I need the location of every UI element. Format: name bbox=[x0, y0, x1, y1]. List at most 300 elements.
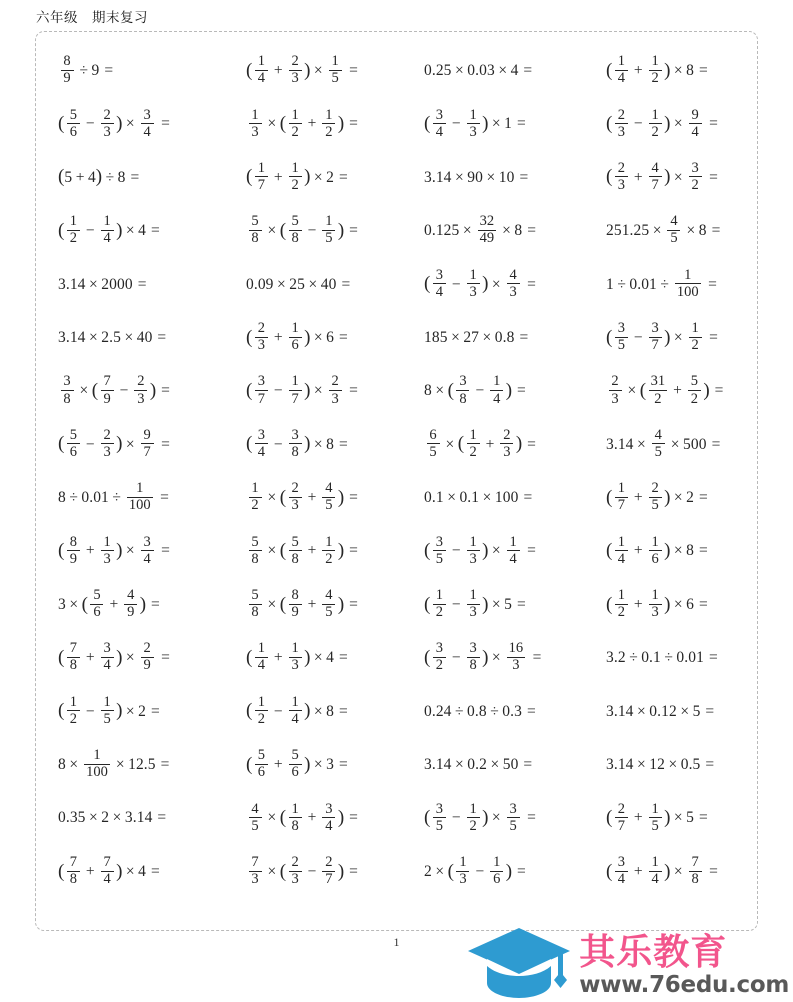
fraction-denominator: 4 bbox=[651, 871, 659, 888]
math-expression bbox=[606, 855, 718, 887]
parenthesis: ) bbox=[505, 860, 513, 882]
problem-r5c3[interactable] bbox=[424, 258, 606, 311]
parenthesis: ) bbox=[304, 646, 311, 668]
fraction-numerator: 9 bbox=[143, 426, 151, 443]
number: 0.5 bbox=[680, 756, 701, 774]
problem-r9c1[interactable] bbox=[58, 471, 246, 524]
problem-r3c1[interactable] bbox=[58, 151, 246, 204]
math-expression bbox=[606, 535, 708, 567]
fraction bbox=[249, 802, 262, 834]
fraction-numerator: 3 bbox=[469, 640, 477, 657]
math-expression bbox=[606, 428, 720, 460]
fraction bbox=[322, 588, 335, 620]
fraction-numerator: 1 bbox=[257, 53, 265, 70]
fraction-numerator: 1 bbox=[103, 533, 111, 550]
problem-r8c3[interactable] bbox=[424, 418, 606, 471]
number: 3.14 bbox=[606, 435, 634, 453]
number: 3 bbox=[326, 756, 335, 774]
equals-sign: = bbox=[161, 542, 170, 560]
math-expression bbox=[606, 161, 718, 193]
problem-r5c1[interactable] bbox=[58, 258, 246, 311]
fraction-denominator: 3 bbox=[251, 123, 259, 140]
problem-r6c2[interactable] bbox=[246, 311, 424, 364]
fraction-denominator: 8 bbox=[691, 871, 699, 888]
fraction bbox=[322, 214, 335, 246]
problem-r10c1[interactable] bbox=[58, 525, 246, 578]
fraction-denominator: 3 bbox=[512, 657, 520, 674]
math-expression bbox=[424, 535, 536, 567]
fraction bbox=[322, 108, 335, 140]
problem-r14c3[interactable] bbox=[424, 738, 606, 791]
fraction-denominator: 4 bbox=[435, 123, 443, 140]
number: 8 bbox=[326, 702, 335, 720]
math-expression bbox=[58, 810, 166, 826]
number: 0.35 bbox=[58, 809, 86, 827]
problem-r14c1[interactable] bbox=[58, 738, 246, 791]
fraction-denominator: 9 bbox=[127, 604, 135, 621]
equals-sign: = bbox=[339, 328, 348, 346]
problem-r9c4[interactable] bbox=[606, 471, 781, 524]
fraction bbox=[289, 855, 302, 887]
problem-r16c3[interactable] bbox=[424, 845, 606, 898]
equals-sign: = bbox=[349, 489, 358, 507]
fraction-numerator: 1 bbox=[651, 533, 659, 550]
problem-r10c2[interactable] bbox=[246, 525, 424, 578]
equals-sign: = bbox=[349, 115, 358, 133]
problem-r16c1[interactable] bbox=[58, 845, 246, 898]
problem-r13c4[interactable] bbox=[606, 685, 781, 738]
fraction-numerator: 3 bbox=[325, 800, 333, 817]
operator: + bbox=[633, 168, 643, 186]
fraction-numerator: 2 bbox=[617, 159, 625, 176]
problem-r4c2[interactable] bbox=[246, 204, 424, 257]
problem-r10c4[interactable] bbox=[606, 525, 781, 578]
page-title: 六年级 期末复习 bbox=[36, 10, 148, 26]
fraction-numerator: 8 bbox=[291, 587, 299, 604]
parenthesis: ( bbox=[58, 433, 65, 455]
fraction bbox=[101, 108, 114, 140]
fraction-denominator: 3 bbox=[469, 283, 477, 300]
fraction bbox=[289, 802, 302, 834]
parenthesis: ( bbox=[447, 380, 454, 402]
fraction bbox=[427, 428, 440, 460]
math-expression bbox=[424, 589, 526, 621]
fraction bbox=[255, 641, 268, 673]
fraction-denominator: 7 bbox=[651, 176, 659, 193]
fraction-denominator: 3 bbox=[291, 871, 299, 888]
problem-grid bbox=[36, 44, 757, 898]
math-expression bbox=[58, 375, 170, 407]
problem-r4c3[interactable] bbox=[424, 204, 606, 257]
fraction-denominator: 5 bbox=[325, 230, 333, 247]
fraction-numerator: 4 bbox=[509, 266, 517, 283]
problem-r4c1[interactable] bbox=[58, 204, 246, 257]
fraction-denominator: 2 bbox=[654, 390, 662, 407]
operator: × bbox=[491, 542, 501, 560]
fraction-denominator: 8 bbox=[251, 550, 259, 567]
problem-r8c2[interactable] bbox=[246, 418, 424, 471]
problem-r13c3[interactable] bbox=[424, 685, 606, 738]
parenthesis: ( bbox=[246, 646, 253, 668]
math-expression bbox=[246, 428, 348, 460]
operator: + bbox=[633, 862, 643, 880]
equals-sign: = bbox=[517, 862, 526, 880]
fraction bbox=[101, 374, 114, 406]
fraction-denominator: 3 bbox=[651, 604, 659, 621]
parenthesis: ( bbox=[58, 540, 65, 562]
equals-sign: = bbox=[151, 595, 160, 613]
fraction-numerator: 2 bbox=[331, 373, 339, 390]
operator: × bbox=[502, 222, 511, 240]
problem-r15c3[interactable] bbox=[424, 791, 606, 844]
problem-r3c4[interactable] bbox=[606, 151, 781, 204]
fraction-numerator: 5 bbox=[257, 747, 265, 764]
number: 8 bbox=[514, 222, 523, 240]
fraction-denominator: 3 bbox=[257, 337, 265, 354]
equals-sign: = bbox=[349, 809, 358, 827]
fraction bbox=[289, 641, 302, 673]
problem-r14c4[interactable] bbox=[606, 738, 781, 791]
operator: − bbox=[451, 809, 461, 827]
fraction-numerator: 3 bbox=[257, 373, 265, 390]
fraction-denominator: 2 bbox=[435, 657, 443, 674]
operator: × bbox=[670, 435, 680, 453]
fraction-numerator: 1 bbox=[435, 587, 443, 604]
fraction bbox=[490, 374, 503, 406]
equals-sign: = bbox=[104, 61, 114, 79]
number: 4 bbox=[138, 222, 147, 240]
fraction bbox=[649, 855, 662, 887]
number: 10 bbox=[498, 168, 515, 186]
problem-r10c3[interactable] bbox=[424, 525, 606, 578]
problem-r12c3[interactable] bbox=[424, 631, 606, 684]
problem-r6c3[interactable] bbox=[424, 311, 606, 364]
operator: × bbox=[267, 809, 277, 827]
fraction-denominator: 8 bbox=[69, 657, 77, 674]
fraction bbox=[67, 108, 80, 140]
parenthesis: ) bbox=[482, 113, 489, 135]
fraction-denominator: 9 bbox=[143, 657, 151, 674]
operator: + bbox=[633, 489, 643, 507]
equals-sign: = bbox=[532, 649, 542, 667]
fraction bbox=[433, 588, 446, 620]
math-expression bbox=[246, 277, 350, 293]
fraction bbox=[255, 161, 268, 193]
number: 8 bbox=[698, 222, 707, 240]
fraction bbox=[249, 535, 262, 567]
fraction-denominator: 2 bbox=[257, 710, 265, 727]
equals-sign: = bbox=[339, 168, 348, 186]
fraction-denominator: 4 bbox=[103, 657, 111, 674]
fraction-denominator: 7 bbox=[257, 390, 265, 407]
operator: × bbox=[267, 542, 277, 560]
fraction-numerator: 1 bbox=[291, 320, 299, 337]
fraction bbox=[141, 535, 154, 567]
operator: × bbox=[112, 809, 122, 827]
problem-r12c1[interactable] bbox=[58, 631, 246, 684]
fraction bbox=[67, 214, 80, 246]
fraction-denominator: 9 bbox=[291, 604, 299, 621]
fraction-numerator: 1 bbox=[136, 480, 144, 497]
fraction-denominator: 2 bbox=[691, 176, 699, 193]
parenthesis: ) bbox=[664, 540, 671, 562]
parenthesis: ) bbox=[337, 486, 345, 508]
math-expression bbox=[424, 757, 532, 773]
fraction-numerator: 3 bbox=[509, 800, 517, 817]
fraction-denominator: 3 bbox=[469, 550, 477, 567]
problem-r2c2[interactable] bbox=[246, 97, 424, 150]
operator: × bbox=[673, 61, 683, 79]
problem-r11c1[interactable] bbox=[58, 578, 246, 631]
parenthesis: ) bbox=[337, 593, 345, 615]
problem-r9c2[interactable] bbox=[246, 471, 424, 524]
fraction-numerator: 5 bbox=[291, 213, 299, 230]
parenthesis: ( bbox=[279, 219, 287, 241]
problem-r12c2[interactable] bbox=[246, 631, 424, 684]
fraction-numerator: 32 bbox=[479, 213, 495, 230]
parenthesis: ) bbox=[664, 860, 671, 882]
operator: + bbox=[85, 542, 95, 560]
equals-sign: = bbox=[709, 115, 718, 133]
operator: × bbox=[455, 756, 464, 774]
operator: × bbox=[486, 168, 496, 186]
operator: × bbox=[267, 115, 277, 133]
fraction bbox=[467, 428, 480, 460]
fraction-numerator: 16 bbox=[508, 640, 524, 657]
operator: + bbox=[273, 61, 283, 79]
operator: × bbox=[490, 756, 500, 774]
problem-r6c1[interactable] bbox=[58, 311, 246, 364]
operator: × bbox=[455, 168, 464, 186]
operator: ÷ bbox=[660, 275, 669, 293]
fraction-denominator: 2 bbox=[469, 817, 477, 834]
fraction-denominator: 5 bbox=[435, 817, 443, 834]
number: 0.1 bbox=[641, 649, 661, 667]
parenthesis: ) bbox=[116, 540, 123, 562]
equals-sign: = bbox=[711, 435, 721, 453]
problem-r2c4[interactable] bbox=[606, 97, 781, 150]
fraction-denominator: 3 bbox=[617, 123, 625, 140]
math-expression bbox=[606, 108, 718, 140]
operator: × bbox=[482, 489, 492, 507]
problem-r2c3[interactable] bbox=[424, 97, 606, 150]
fraction-denominator: 4 bbox=[509, 550, 517, 567]
math-expression bbox=[246, 695, 348, 727]
number: 3 bbox=[58, 595, 66, 613]
fraction-numerator: 1 bbox=[651, 587, 659, 604]
math-expression bbox=[246, 535, 358, 567]
fraction-denominator: 3 bbox=[469, 604, 477, 621]
fraction bbox=[649, 108, 662, 140]
fraction-numerator: 1 bbox=[469, 426, 477, 443]
problem-r1c2[interactable] bbox=[246, 44, 424, 97]
number: 5 bbox=[692, 702, 701, 720]
fraction-denominator: 7 bbox=[325, 871, 333, 888]
operator: × bbox=[686, 222, 696, 240]
operator: × bbox=[673, 862, 683, 880]
operator: × bbox=[69, 595, 79, 613]
fraction-denominator: 2 bbox=[651, 70, 659, 87]
fraction-denominator: 8 bbox=[469, 657, 477, 674]
problem-r5c4[interactable] bbox=[606, 258, 781, 311]
fraction bbox=[67, 428, 80, 460]
number: 8 bbox=[686, 61, 695, 79]
fraction-denominator: 6 bbox=[69, 443, 77, 460]
fraction bbox=[689, 321, 702, 353]
operator: − bbox=[451, 115, 461, 133]
fraction bbox=[249, 214, 262, 246]
operator: × bbox=[267, 222, 277, 240]
number: 5 bbox=[504, 595, 513, 613]
parenthesis: ( bbox=[424, 540, 431, 562]
problem-r16c2[interactable] bbox=[246, 845, 424, 898]
operator: × bbox=[267, 595, 277, 613]
problem-r3c3[interactable] bbox=[424, 151, 606, 204]
parenthesis: ) bbox=[304, 380, 311, 402]
fraction-denominator: 3 bbox=[617, 176, 625, 193]
fraction bbox=[255, 695, 268, 727]
fraction-denominator: 100 bbox=[676, 283, 699, 300]
problem-r11c4[interactable] bbox=[606, 578, 781, 631]
fraction bbox=[249, 108, 262, 140]
problem-r8c4[interactable] bbox=[606, 418, 781, 471]
problem-r5c2[interactable] bbox=[246, 258, 424, 311]
fraction-denominator: 2 bbox=[691, 337, 699, 354]
problem-r2c1[interactable] bbox=[58, 97, 246, 150]
fraction bbox=[255, 374, 268, 406]
parenthesis: ) bbox=[337, 807, 345, 829]
operator: × bbox=[313, 61, 323, 79]
fraction-denominator: 5 bbox=[435, 550, 443, 567]
fraction-numerator: 1 bbox=[617, 53, 625, 70]
math-expression bbox=[606, 375, 723, 407]
problem-r8c1[interactable] bbox=[58, 418, 246, 471]
fraction-denominator: 4 bbox=[103, 230, 111, 247]
problem-r13c1[interactable] bbox=[58, 685, 246, 738]
problem-r11c2[interactable] bbox=[246, 578, 424, 631]
parenthesis: ) bbox=[515, 433, 523, 455]
fraction-denominator: 8 bbox=[63, 390, 71, 407]
operator: × bbox=[673, 115, 683, 133]
equals-sign: = bbox=[151, 862, 160, 880]
problem-r1c3[interactable] bbox=[424, 44, 606, 97]
problem-r7c4[interactable] bbox=[606, 364, 781, 417]
fraction-denominator: 4 bbox=[617, 550, 625, 567]
fraction bbox=[615, 802, 628, 834]
operator: × bbox=[125, 702, 135, 720]
operator: × bbox=[451, 328, 460, 346]
equals-sign: = bbox=[161, 115, 170, 133]
fraction-denominator: 6 bbox=[93, 604, 101, 621]
equals-sign: = bbox=[709, 328, 718, 346]
fraction-denominator: 3 bbox=[251, 871, 259, 888]
operator: + bbox=[307, 115, 317, 133]
operator: × bbox=[447, 489, 456, 507]
problem-r7c1[interactable] bbox=[58, 364, 246, 417]
fraction bbox=[467, 588, 480, 620]
problem-r11c3[interactable] bbox=[424, 578, 606, 631]
equals-sign: = bbox=[523, 61, 533, 79]
problem-r13c2[interactable] bbox=[246, 685, 424, 738]
operator: × bbox=[313, 649, 323, 667]
problem-r1c4[interactable] bbox=[606, 44, 781, 97]
parenthesis: ( bbox=[606, 486, 613, 508]
problem-r1c1[interactable] bbox=[58, 44, 246, 97]
equals-sign: = bbox=[349, 542, 358, 560]
fraction-numerator: 7 bbox=[69, 640, 77, 657]
operator: − bbox=[307, 222, 317, 240]
fraction-numerator: 5 bbox=[93, 587, 101, 604]
number: 0.01 bbox=[81, 489, 109, 507]
operator: × bbox=[267, 862, 277, 880]
fraction bbox=[255, 428, 268, 460]
fraction bbox=[433, 641, 446, 673]
problem-r3c2[interactable] bbox=[246, 151, 424, 204]
problem-r16c4[interactable] bbox=[606, 845, 781, 898]
fraction-numerator: 3 bbox=[143, 533, 151, 550]
operator: × bbox=[673, 542, 683, 560]
math-expression bbox=[606, 482, 708, 514]
fraction-denominator: 4 bbox=[493, 390, 501, 407]
fraction-denominator: 3 bbox=[137, 390, 145, 407]
problem-r15c4[interactable] bbox=[606, 791, 781, 844]
fraction bbox=[61, 374, 74, 406]
problem-r15c2[interactable] bbox=[246, 791, 424, 844]
fraction bbox=[490, 855, 503, 887]
operator: + bbox=[307, 595, 317, 613]
fraction-numerator: 1 bbox=[325, 533, 333, 550]
fraction-numerator: 1 bbox=[617, 480, 625, 497]
number: 2 bbox=[686, 489, 695, 507]
fraction-numerator: 4 bbox=[651, 159, 659, 176]
problem-r7c3[interactable] bbox=[424, 364, 606, 417]
fraction-numerator: 1 bbox=[251, 106, 259, 123]
parenthesis: ( bbox=[58, 860, 65, 882]
number: 2 bbox=[101, 809, 110, 827]
problem-r7c2[interactable] bbox=[246, 364, 424, 417]
problem-r9c3[interactable] bbox=[424, 471, 606, 524]
fraction-numerator: 1 bbox=[651, 853, 659, 870]
operator: × bbox=[673, 595, 683, 613]
math-expression bbox=[58, 589, 160, 621]
problem-r6c4[interactable] bbox=[606, 311, 781, 364]
fraction bbox=[101, 214, 114, 246]
fraction-numerator: 1 bbox=[103, 693, 111, 710]
fraction bbox=[689, 108, 702, 140]
operator: ÷ bbox=[617, 275, 626, 293]
fraction-denominator: 3 bbox=[291, 497, 299, 514]
problem-r14c2[interactable] bbox=[246, 738, 424, 791]
fraction bbox=[127, 481, 153, 513]
equals-sign: = bbox=[519, 328, 529, 346]
problem-r15c1[interactable] bbox=[58, 791, 246, 844]
fraction-denominator: 4 bbox=[617, 871, 625, 888]
fraction-numerator: 3 bbox=[435, 106, 443, 123]
operator: × bbox=[69, 756, 79, 774]
parenthesis: ) bbox=[664, 486, 671, 508]
parenthesis: ( bbox=[58, 646, 65, 668]
equals-sign: = bbox=[709, 168, 718, 186]
problem-r12c4[interactable] bbox=[606, 631, 781, 684]
page-number: 1 bbox=[393, 935, 400, 949]
problem-frame bbox=[35, 31, 758, 931]
number: 9 bbox=[91, 61, 100, 79]
problem-r4c4[interactable] bbox=[606, 204, 781, 257]
number: 251.25 bbox=[606, 222, 650, 240]
parenthesis: ( bbox=[246, 433, 253, 455]
fraction-denominator: 7 bbox=[143, 443, 151, 460]
operator: + bbox=[633, 595, 643, 613]
